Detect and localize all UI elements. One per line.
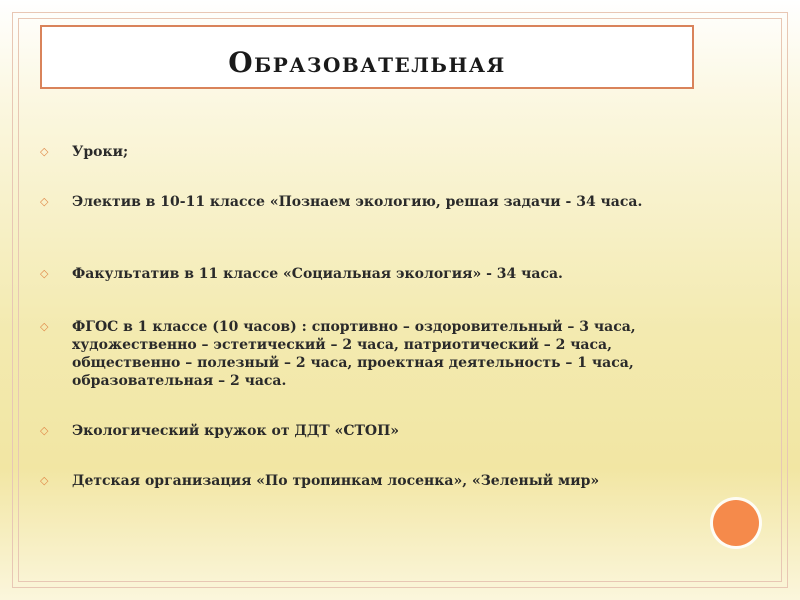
list-item-text: Электив в 10-11 классе «Познаем экологию, решая задачи - 34 часа. xyxy=(72,194,643,210)
diamond-bullet-icon: ◇ xyxy=(40,474,49,487)
slide-inner-border xyxy=(18,18,782,582)
list-item-text: ФГОС в 1 классе (10 часов) : спортивно – оздоровительный – 3 часа, художественно – эстетический – 2 часа, патриотический – 2 часа, общественно – полезный – 2 часа, проектная деятельность – 1 часа, образовательная – 2 часа. xyxy=(72,319,636,389)
list-item xyxy=(40,472,599,490)
title-box xyxy=(40,25,694,89)
diamond-bullet-icon: ◇ xyxy=(40,267,49,280)
list-item xyxy=(40,318,682,390)
list-item-text: Экологический кружок от ДДТ «СТОП» xyxy=(72,423,400,439)
list-item xyxy=(40,193,642,211)
diamond-bullet-icon: ◇ xyxy=(40,145,49,158)
diamond-bullet-icon: ◇ xyxy=(40,424,49,437)
list-item xyxy=(40,143,128,161)
list-item-text: Уроки; xyxy=(72,144,129,160)
orange-circle-decoration xyxy=(713,500,759,546)
list-item-text: Детская организация «По тропинкам лосенка», «Зеленый мир» xyxy=(72,473,600,489)
list-item xyxy=(40,265,563,283)
slide-title: Образовательная xyxy=(228,45,506,79)
list-item-text: Факультатив в 11 классе «Социальная экология» - 34 часа. xyxy=(72,266,563,282)
diamond-bullet-icon: ◇ xyxy=(40,195,49,208)
list-item xyxy=(40,422,399,440)
diamond-bullet-icon: ◇ xyxy=(40,320,49,333)
